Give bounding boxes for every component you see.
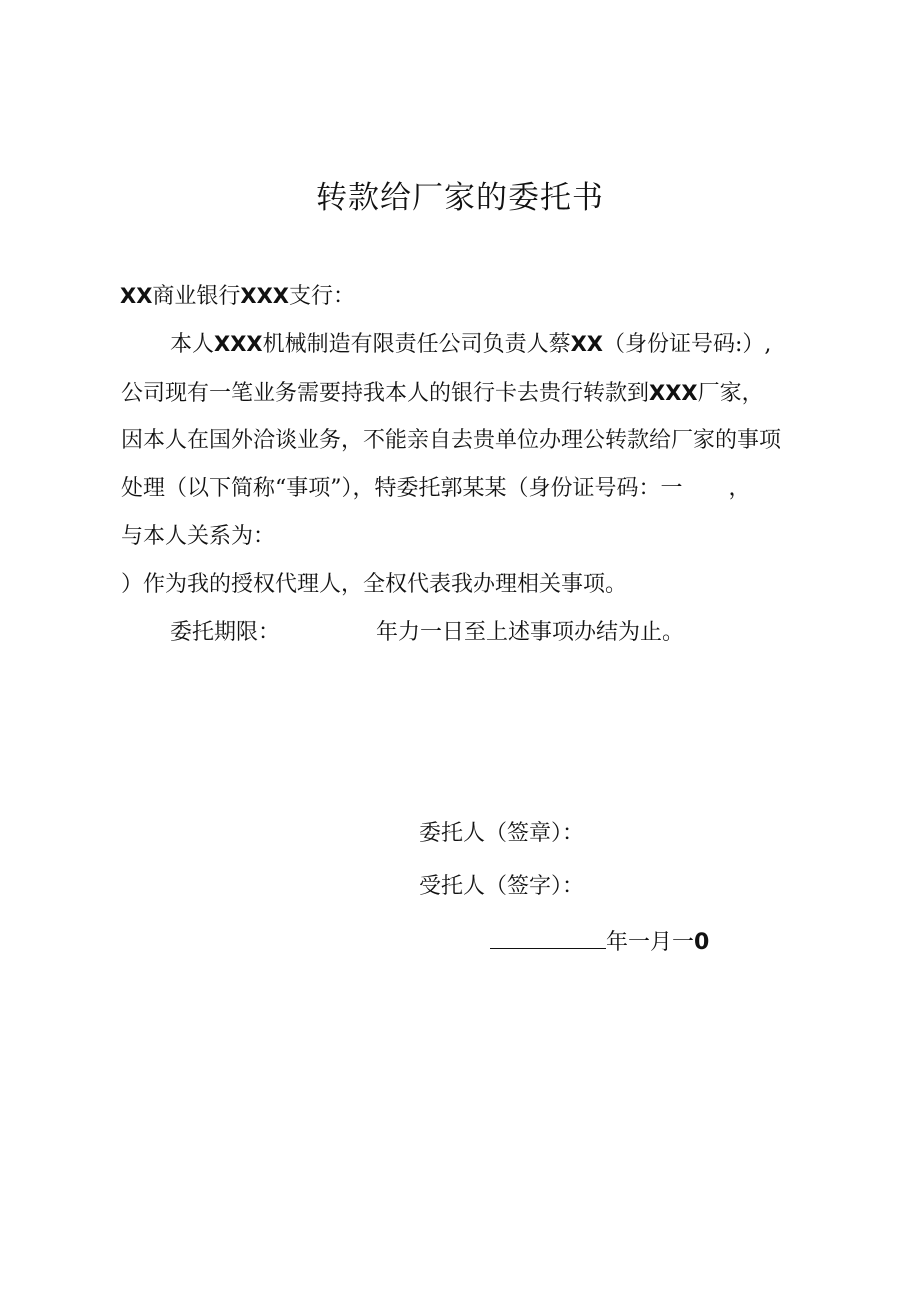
body-line-2 xyxy=(121,378,764,409)
body-line-2-factory-code: XXX xyxy=(649,381,698,405)
body-line-6: ）作为我的授权代理人，全权代表我办理相关事项。 xyxy=(121,572,628,597)
body-line-1-a: 本人 xyxy=(170,332,215,357)
body-line-1-name-code: XX xyxy=(570,332,603,356)
body-line-1-e: （身份证号码:）, xyxy=(603,332,772,357)
salutation-branch-code: XXX xyxy=(240,284,289,308)
salutation-branch-suffix: 支行： xyxy=(288,284,355,309)
signature-date xyxy=(490,926,709,958)
body-line-1 xyxy=(170,329,771,360)
body-line-3: 因本人在国外洽谈业务，不能亲自去贵单位办理公转款给厂家的事项 xyxy=(121,428,782,453)
date-blank-line xyxy=(490,926,606,949)
entrust-period-label: 委托期限： xyxy=(170,620,281,645)
body-line-4-text: 处理（以下简称“事项”），特委托郭某某（身份证号码：一 xyxy=(121,476,683,501)
body-line-4 xyxy=(121,474,751,504)
agent-signature-label: 受托人（签字）： xyxy=(419,874,585,899)
salutation-bank-name: 商业银行 xyxy=(152,284,241,309)
entrust-period-value: 年力一日至上述事项办结为止。 xyxy=(376,620,685,645)
body-line-4-end: ， xyxy=(728,476,751,501)
body-line-1-c: 机械制造有限责任公司负责人蔡 xyxy=(262,332,571,357)
document-title: 转款给厂家的委托书 xyxy=(316,180,604,216)
salutation-bank-code: XX xyxy=(120,284,153,308)
body-line-2-c: 厂家， xyxy=(697,381,764,406)
date-zero: 0 xyxy=(694,930,710,955)
body-line-2-a: 公司现有一笔业务需要持我本人的银行卡去贵行转款到 xyxy=(121,381,650,406)
body-line-5: 与本人关系为： xyxy=(121,524,276,549)
salutation xyxy=(120,281,355,312)
principal-signature-label: 委托人（签章）： xyxy=(419,821,585,846)
date-text: 年一月一 xyxy=(606,930,695,955)
body-line-1-company-code: XXX xyxy=(214,332,263,356)
